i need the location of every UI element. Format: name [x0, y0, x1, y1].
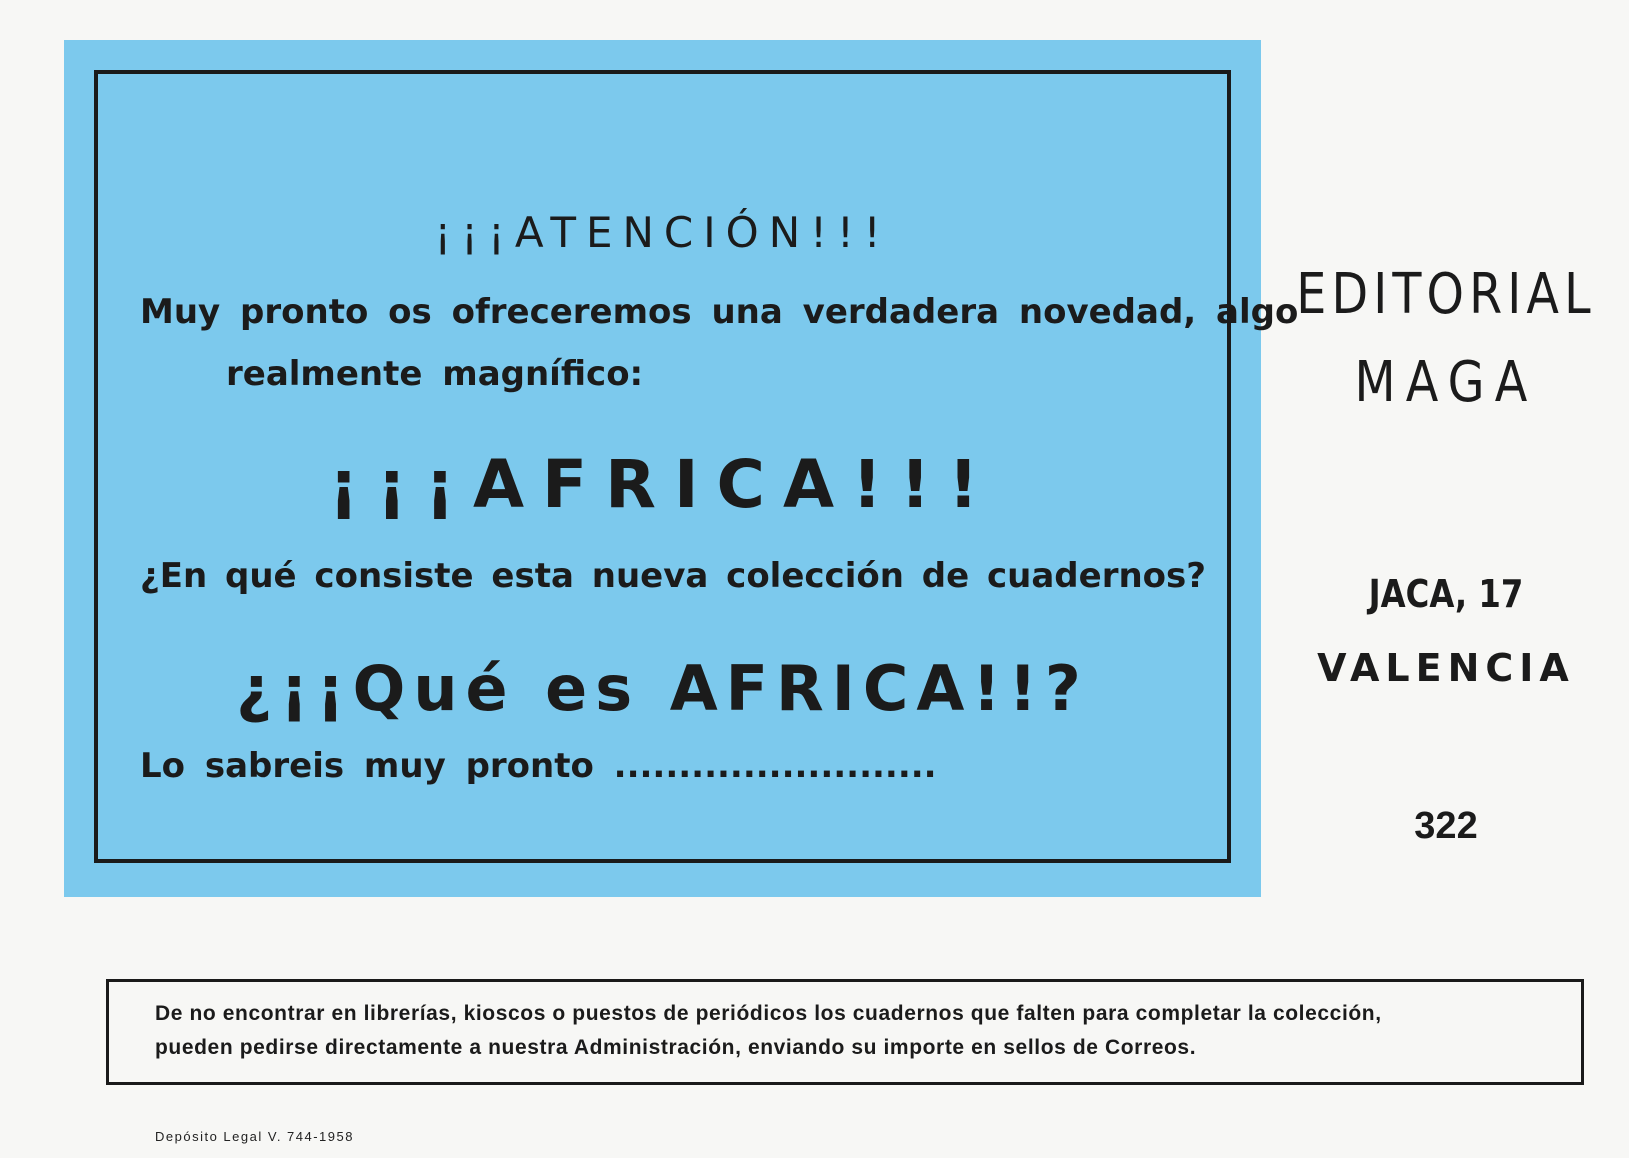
publisher-name-line-1: EDITORIAL — [1296, 262, 1596, 327]
legal-deposit: Depósito Legal V. 744-1958 — [155, 1129, 354, 1144]
what-is-africa-question: ¿¡¡Qué es AFRICA!!? — [236, 652, 1089, 725]
ordering-notice-box — [106, 979, 1584, 1085]
africa-title: ¡¡¡AFRICA!!! — [328, 446, 997, 523]
announcement-line-1: Muy pronto os ofreceremos una verdadera novedad, algo — [140, 292, 1299, 332]
issue-number: 322 — [1414, 805, 1478, 847]
publisher-street: JACA, 17 — [1368, 572, 1524, 616]
collection-question: ¿En qué consiste esta nueva colección de cuadernos? — [140, 556, 1206, 596]
announcement-panel — [64, 40, 1299, 897]
announcement-line-2: realmente magnífico: — [226, 354, 644, 394]
publisher-city: VALENCIA — [1317, 646, 1575, 690]
announcement-frame — [94, 70, 1299, 863]
publisher-name-line-2: MAGA — [1354, 350, 1538, 415]
attention-heading: ¡¡¡ATENCIÓN!!! — [434, 208, 891, 257]
closing-line: Lo sabreis muy pronto ......................... — [140, 746, 937, 786]
ordering-notice-line-1: De no encontrar en librerías, kioscos o puestos de periódicos los cuadernos que falten para completar la colección, — [155, 1002, 1382, 1025]
ordering-notice-line-2: pueden pedirse directamente a nuestra Administración, enviando su importe en sellos de Correos. — [155, 1036, 1197, 1059]
